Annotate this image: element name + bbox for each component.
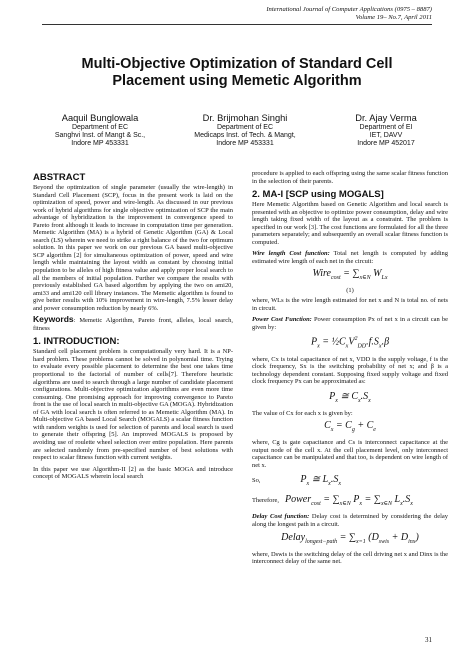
title-line-2: Placement using Memetic Algorithm (112, 73, 362, 89)
continued-text: procedure is applied to each offspring using the same scalar fitness function in the selection of their parents. (252, 170, 448, 185)
author-inst: Medicaps Inst. of Tech. & Mangt, (194, 132, 296, 140)
author-dept: Department of EC (71, 124, 129, 131)
equation-so: So, $P_x$ ≅ $L_x.S_x$ (252, 474, 341, 488)
power-where: where, Cx is total capacitance of net x, VDD is the supply voltage, f is the clock frequency, Sx is the switching probability of net x; and β is a technology dependent constant. Supposing fixed supply voltage and fixed clock frequency Px can be approximated as: (252, 355, 448, 386)
wire-length-paragraph (252, 250, 448, 265)
power-paragraph (252, 316, 448, 331)
wire-length-text: Total net length is computed by adding estimated wire length of each net in the circuit: (252, 250, 448, 265)
author-name: Aaquil Bunglowala (61, 113, 139, 123)
author-place: Indore MP 453331 (71, 140, 129, 148)
right-column (252, 170, 448, 570)
delay-where: where, Dswis is the switching delay of the cell driving net x and Dinx is the interconnect delay of the same net. (252, 550, 448, 566)
equation-power: $P_x$ = $\frac{1}{2}C_xV^2_{DD}.f.S_x.\beta$ (310, 336, 390, 350)
intro-paragraph-1: Standard cell placement problem is computationally very hard. It is a NP-hard problem. These problems cannot be solved in polynomial time. Trying to evaluate every possible placement to determine the best one takes time proportional to the factorial of number of cells[7]. Therefore heuristic algorithms are used to search through a large number of candidate placement configurations. Multi-objective optimization algorithms are even more time consuming. One promising approach for improving convergence to Pareto front is the use of local search in multi-objective GA (MOGA). Hybridization of GA with local search is often referred to as Memetic Algorithm (MA). In Multi-objective GA based Local Search (MOGALS) a scalar fitness function with random weights is used for selection of parents and local search is used to generate their offspring [5]. An improved MOGALS is proposed by avoiding use of roulette wheel selection over entire population. Here parents are selected randomly from pre-specified number of best solutions with respect to scalar fitness function with current weights. (33, 348, 233, 462)
left-column (33, 170, 233, 485)
author-dept: Department of EI (359, 124, 413, 131)
equation-capacitance: $C_x = C_g + C_e$ (324, 420, 376, 434)
keywords-text: : Memetic Algorithm, Pareto front, alleles, local search, fitness (33, 317, 233, 332)
delay-paragraph (252, 513, 448, 528)
author-3 (318, 112, 454, 149)
power-text: Power consumption Px of net x in a circuit can be given by: (252, 316, 448, 331)
delay-label: Delay Cost function: (252, 513, 310, 521)
header-rule (42, 24, 432, 25)
equation-power-cost: Therefore, Power$_{cost}$ = $\sum_{x\in N}$ $P_x = \sum_{x\in N}$ $L_x.S_x$ (252, 494, 413, 508)
page-number: 31 (425, 636, 432, 644)
paper-title (30, 56, 444, 90)
delay-text: Delay cost is determined by considering the delay along the longest path in a circuit. (252, 513, 448, 528)
running-header (266, 6, 432, 22)
capacitance-text: The value of Cx for each x is given by: (252, 409, 353, 417)
section-2-paragraph: Here Memetic Algorithm based on Genetic Algorithm and local search is presented with an objective to optimize power consumption, delay and wire length taking fixed width of the layout as a constraint. The problem is specified in our work [3]. The cost functions are formulated for all the three parameters separately; and subsequently an overall scalar fitness function is computed. (252, 201, 448, 246)
author-1 (30, 112, 170, 149)
author-dept: Department of EC (216, 124, 274, 131)
abstract-heading: ABSTRACT (33, 172, 86, 183)
capacitance-where: where, Cg is gate capacitance and Cs is interconnect capacitance at the output node of the cell x. At the cell placement level, only interconnect capacitance can be manipulated and that too, is dependent on wire length of net x. (252, 439, 448, 469)
author-2 (175, 112, 315, 149)
volume-info: Volume 19– No.7, April 2011 (355, 14, 432, 21)
intro-heading: 1. INTRODUCTION: (33, 336, 120, 348)
intro-paragraph-2: In this paper we use Algorithm-II [2] as the basic MOGA and introduce concept of MOGALS wherein local search (33, 465, 233, 481)
wire-length-label: Wire length Cost function: (252, 250, 330, 258)
author-inst: Sanghvi Inst. of Mangt & Sc., (54, 132, 146, 140)
abstract-text: Beyond the optimization of single parameter (usually the wire-length) in Standard Cell Placement (SCP), focus in the present work is laid on the optimization of speed, power and wire-length. As discussed in our previous work of hybrid algorithms for single objective optimization of SCP the main advantage of hybridization is the improvement in convergence speed to Pareto front although it leads to increase in computation time per generation. Memetic Algorithm (MA) is a hybrid of Genetic Algorithm (GA) & Local search (LS) wherein we need to strike a right balance of the two for optimum solution. In this paper we work on our previous GA based multi-objective SCP algorithm [2] for simultaneous optimization of power, speed and wire length while maintaining the layout width as constant by choosing initial population to be alleles of high fitness value and apply proper local search to all the members of initial population. Further we compare the results with previously established GA based algorithm by applying the two on ami20, ami33 and ami120 cell library instances. The Memetic algorithm is found to give better results with 10% improvement in wire-length, 7.5% lesser delay and power consumption reduction by nearly 6%. (33, 184, 233, 312)
keywords (33, 316, 233, 332)
equation-delay: Delay$_{longest-path}$ = $\sum_{x=1}$ $(D_{swis} + D_{inx})$ (281, 531, 419, 545)
journal-name: International Journal of Computer Applications (0975 – 8887) (266, 6, 432, 13)
author-inst: IET, DAVV (369, 132, 403, 140)
power-label: Power Cost Function: (252, 316, 312, 324)
author-name: Dr. Ajay Verma (355, 113, 417, 123)
title-line-1: Multi-Objective Optimization of Standard Cell (81, 56, 393, 72)
therefore-label: Therefore, (252, 497, 279, 505)
wire-length-where: where, WLs is the wire length estimated for net x and N is total no. of nets in circuit. (252, 297, 448, 312)
so-label: So, (252, 477, 261, 485)
author-name: Dr. Brijmohan Singhi (202, 113, 288, 123)
equation-power-approx: $P_x$ ≅ $C_x.S_x$ (329, 390, 371, 404)
keywords-heading: Keywords (33, 314, 74, 325)
author-place: Indore MP 453331 (216, 140, 274, 148)
equation-1-number: (1) (346, 287, 354, 295)
author-place: Indore MP 452017 (357, 140, 415, 148)
equation-wire-length: Wire$_{cost}$ = $\sum_{x\in N}$ $W_{Lx}$ (312, 268, 388, 282)
section-2-heading: 2. MA-I [SCP using MOGALS] (252, 189, 384, 201)
